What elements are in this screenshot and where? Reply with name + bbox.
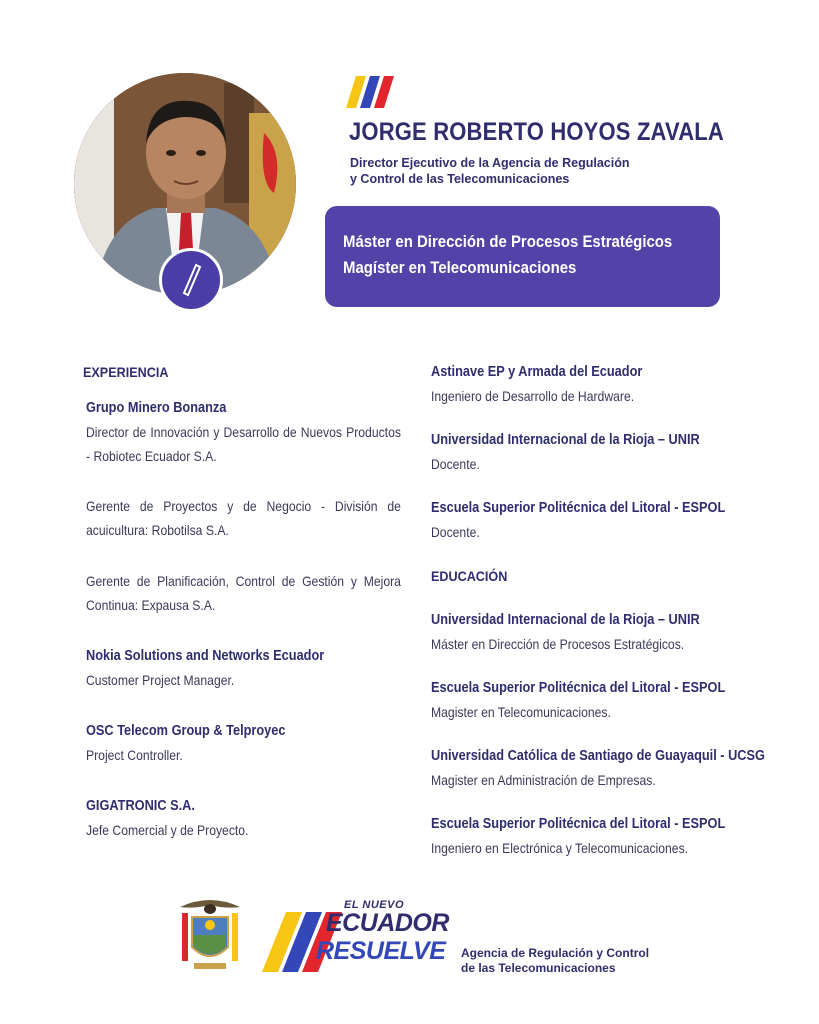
experience-entry: [86, 794, 404, 842]
experience-entry: [431, 496, 771, 544]
education-desc: Ingeniero en Electrónica y Telecomunicaciones.: [431, 840, 689, 856]
education-entry: [431, 676, 771, 724]
person-role: [350, 155, 629, 187]
experience-org: GIGATRONIC S.A.: [86, 798, 195, 814]
experience-desc: Project Controller.: [86, 747, 183, 763]
education-desc: Magister en Administración de Empresas.: [431, 772, 656, 788]
person-name: JORGE ROBERTO HOYOS ZAVALA: [349, 118, 724, 146]
experience-desc: Director de Innovación y Desarrollo de Nuevos Productos - Robiotec Ecuador S.A.: [86, 424, 401, 464]
role-line-1: Director Ejecutivo de la Agencia de Regulación: [350, 156, 630, 170]
agency-line-1: Agencia de Regulación y Control: [461, 946, 650, 960]
education-org: Universidad Internacional de la Rioja – UNIR: [431, 612, 700, 628]
experience-desc: Gerente de Planificación, Control de Gestión y Mejora Continua: Expausa S.A.: [86, 573, 401, 613]
flag-stripes-icon: [346, 72, 400, 112]
experience-org: Nokia Solutions and Networks Ecuador: [86, 648, 325, 664]
education-org: Escuela Superior Politécnica del Litoral - ESPOL: [431, 680, 726, 696]
education-desc: Magister en Telecomunicaciones.: [431, 704, 611, 720]
slogan-line-2: RESUELVE: [316, 937, 446, 965]
role-line-2: y Control de las Telecomunicaciones: [350, 172, 570, 186]
degree-1: Máster en Dirección de Procesos Estratégicos: [343, 232, 673, 251]
experience-desc: Docente.: [431, 524, 480, 540]
education-org: Universidad Católica de Santiago de Guayaquil - UCSG: [431, 748, 765, 764]
education-heading: EDUCACIÓN: [431, 568, 508, 584]
education-org: Escuela Superior Politécnica del Litoral - ESPOL: [431, 816, 726, 832]
slash-badge-icon: [159, 248, 223, 312]
education-entry: [431, 812, 771, 860]
experience-org: OSC Telecom Group & Telproyec: [86, 723, 286, 739]
experience-desc: Ingeniero de Desarrollo de Hardware.: [431, 388, 635, 404]
experience-org: Escuela Superior Politécnica del Litoral - ESPOL: [431, 500, 726, 516]
right-column: [431, 360, 771, 860]
experience-desc: Customer Project Manager.: [86, 672, 235, 688]
experience-entry: [86, 719, 404, 767]
education-entry: [431, 744, 771, 792]
degree-2: Magíster en Telecomunicaciones: [343, 258, 577, 277]
experience-entry: [431, 428, 771, 476]
agency-name: [461, 946, 649, 976]
agency-line-2: de las Telecomunicaciones: [461, 961, 616, 975]
experience-entry: [86, 644, 404, 692]
experience-org: Astinave EP y Armada del Ecuador: [431, 364, 643, 380]
experience-desc: Docente.: [431, 456, 480, 472]
degrees-box: [325, 206, 720, 307]
experience-entry: [86, 569, 404, 617]
education-desc: Máster en Dirección de Procesos Estratégicos.: [431, 636, 685, 652]
experience-left-column: [83, 364, 404, 842]
experience-entry: [431, 360, 771, 408]
slogan-line-1: ECUADOR: [326, 909, 449, 937]
experience-entry: [86, 396, 404, 468]
experience-entry: [86, 494, 404, 542]
ecuador-coat-of-arms-icon: [176, 895, 244, 973]
slogan-top: EL NUEVO: [344, 899, 405, 911]
experience-heading: EXPERIENCIA: [83, 364, 169, 380]
experience-desc: Jefe Comercial y de Proyecto.: [86, 822, 249, 838]
education-entry: [431, 608, 771, 656]
experience-desc: Gerente de Proyectos y de Negocio - División de acuicultura: Robotilsa S.A.: [86, 498, 401, 538]
experience-org: Grupo Minero Bonanza: [86, 400, 227, 416]
experience-org: Universidad Internacional de la Rioja – UNIR: [431, 432, 700, 448]
